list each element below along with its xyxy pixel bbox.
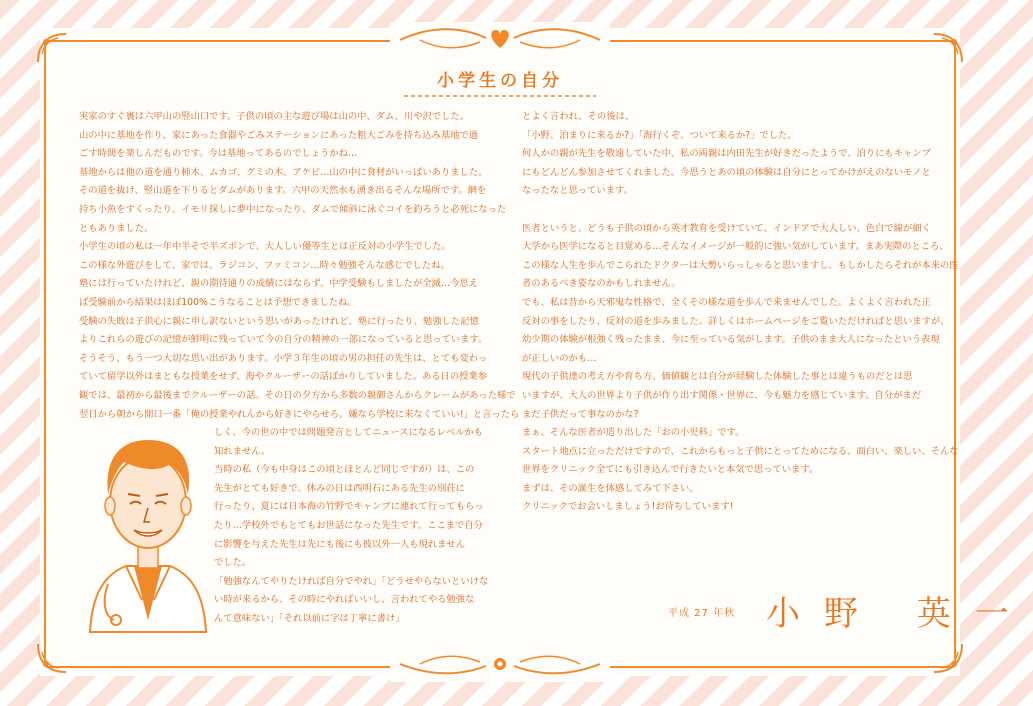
text-line: 実家のすぐ裏は六甲山の竪山口です。子供の頃の主な遊び場は山の中、ダム、川や沢でした。: [79, 111, 470, 122]
text-line: い時が来るから、その時にやればいいし、言われてやる勉強な: [214, 594, 475, 606]
text-line: とよく言われ、その後は、: [522, 111, 635, 122]
text-line: 大学から医学になると目覚める…そんなイメージが一般的に強い気がしています。まあ実際のところ、: [522, 241, 949, 253]
text-line: でした。: [214, 557, 252, 569]
doctor-portrait-illustration: [84, 424, 212, 634]
left-column-text: [79, 108, 520, 424]
top-flourish-ornament: [390, 22, 610, 58]
page-title: 小学生の自分: [437, 71, 563, 91]
text-line: 当時の私（今も中身はこの頃とほとんど同じですが）は、この: [214, 464, 475, 476]
corner-ornament: [34, 640, 70, 676]
text-line: 観では、最初から最後までクルーザーの話。その日の夕方から多数の親御さんからクレームがあった様で: [79, 389, 516, 401]
text-line: 世界をクリニック全てにも引き込んで行きたいと本気で思っています。: [522, 464, 819, 476]
text-line: 行ったり、夏には日本海の竹野でキャンプに連れて行ってもらっ: [214, 501, 484, 513]
text-line: いますが、大人の世界より子供が作り出す関係・世界に、今も魅力を感じています。自分がまだ: [522, 389, 922, 401]
corner-ornament: [930, 640, 966, 676]
text-line: まずは、その誕生を体感してみて下さい。: [522, 482, 699, 494]
text-line: ともありました。: [79, 222, 154, 234]
bottom-flourish-ornament: [390, 646, 610, 682]
text-line: 幼少期の体験が根強く残ったまま、今に至っている気がします。子供のまま大人になったという表現: [522, 334, 940, 346]
text-line: なったなと思っています。: [522, 185, 633, 197]
left-column-wrap-text: [214, 424, 489, 629]
text-line: んて意味ない」「それ以前に字は丁寧に書け」: [214, 612, 405, 624]
text-line: その道を抜け、竪山道を下りるとダムがあります。六甲の天然水も湧き出るそんな場所です。網を: [79, 185, 487, 197]
corner-ornament: [930, 30, 966, 66]
text-line: ていて留学以外はまともな授業をせず、海やクルーザーの話ばかりしていました。ある日の授業参: [79, 371, 488, 383]
text-line: 何人かの親が先生を敬遠していた中、私の両親は内田先生が好きだったようで、泊りにもキャンプ: [522, 148, 931, 160]
text-line: この様な外遊びをして、家では、ラジコン、ファミコン…時々勉強そんな感じでしたね。: [79, 259, 450, 271]
text-line: クリニックでお会いしましょう!お待ちしています!: [522, 501, 734, 513]
text-line: 者のあるべき姿なのかもしれません。: [522, 278, 681, 290]
signature-date: 平成 27 年秋: [668, 608, 736, 619]
text-line: まぁ、そんな医者が造り出した「おの小児科」です。: [522, 427, 745, 439]
text-line: ごす時間を楽しんだものです。今は基地ってあるのでしょうかね…: [79, 148, 358, 160]
text-line: よりこれらの遊びの記憶が鮮明に残っていて今の自分の精神の一部になっていると思っています。: [79, 334, 488, 346]
text-line: 山の中に基地を作り、家にあった食器やごみステーションにあった粗大ごみを持ち込み基地で過: [79, 129, 479, 141]
text-line: 「勉強なんてやりたければ自分でやれ」「どうせやらないといけな: [214, 575, 489, 587]
text-line: 先生がとても好きで、休みの日は西明石にある先生の別荘に: [214, 482, 465, 494]
text-line: そうそう、もう一つ大切な思い出があります。小学３年生の頃の男の担任の先生は、とても変わっ: [79, 352, 488, 364]
text-line: 「小野、泊まりに来るか?」「海行くぞ、ついて来るか?」でした。: [522, 129, 797, 141]
text-line: しく、今の世の中では問題発言としてニュースになるレベルかも: [214, 427, 483, 438]
text-line: この様な人生を歩んでこられたドクターは大勢いらっしゃると思いますし、もしかしたらそれが本来の医: [522, 259, 959, 271]
text-line: 現代の子供達の考え方や育ち方、価値観とは自分が経験した体験した事とは違うものだとは思: [522, 371, 913, 383]
title-underline: [404, 95, 596, 97]
signature-name: 小野 英一: [766, 594, 1033, 634]
text-line: が正しいのかも…: [522, 352, 597, 364]
text-line: 医者というと、どうも子供の頃から英才教育を受けていて、インドアで大人しい、色白で線が細く: [522, 222, 931, 234]
text-line: 持ち小魚をすくったり、イモリ探しに夢中になったり、ダムで傾斜に泳ぐコイを釣ろうと必死になった: [79, 203, 507, 215]
text-line: まだ子供だって事なのかな?: [522, 408, 639, 420]
text-line: に影響を与えた先生は先にも後にも彼以外一人も現れません: [214, 538, 466, 550]
text-line: 基地からは他の道を通り柿木、ムカゴ、グミの木、アケビ…山の中に食材がいっぱいありました。: [79, 166, 488, 178]
text-line: 小学生の頃の私は一年中半そで半ズボンで、大人しい優等生とは正反対の小学生でした。: [79, 241, 451, 253]
text-line: スタート地点に立っただけですので、これからもっと子供にとってためになる、面白い、楽しい、そんな: [522, 445, 959, 457]
text-line: たり…学校外でもとてもお世話になった先生です。ここまで自分: [214, 519, 483, 531]
corner-ornament: [34, 30, 70, 66]
right-column-text: [522, 108, 959, 517]
text-line: ば受験前から結果はほぼ100%こうなることは予想できましたね。: [79, 296, 357, 308]
text-line: 反対の事をしたり、反対の道を歩みました。詳しくはホームページをご覧いただければと思いますが、: [522, 315, 950, 327]
text-line: 受験の失敗は子供心に親に申し訳ないという思いがあったけれど、塾に行ったり、勉強した記憶: [79, 315, 479, 327]
text-line: 翌日から朝から開口一番「俺の授業やれんから好きにやらせろ。嫌なら学校に来なくていい!」と言ったら: [79, 408, 520, 420]
text-line: にもどんどん参加させてくれました。今思うとあの頃の体験は自分にとってかけがえのないモノと: [522, 166, 931, 178]
text-line: 塾には行っていたけれど、親の期待通りの成績にはならず、中学受験もしましたが全滅…今思え: [79, 278, 479, 290]
text-line: 知れません。: [214, 445, 271, 457]
text-line: でも、私は昔から天邪鬼な性格で、全くその様な道を歩んで来ませんでした。よくよく言われた正: [522, 296, 931, 308]
